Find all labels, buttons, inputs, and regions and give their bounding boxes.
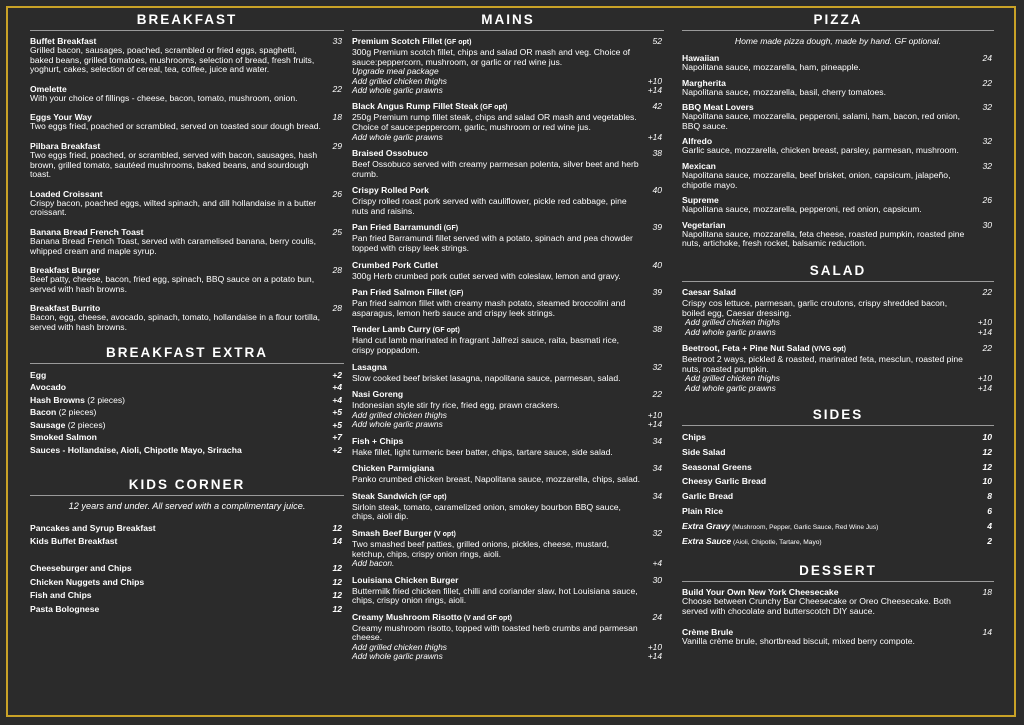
row-price: 12	[332, 563, 342, 574]
row-name: Pasta Bolognese	[30, 603, 100, 614]
pizza-title: PIZZA	[682, 12, 994, 31]
dessert-title: DESSERT	[682, 563, 994, 582]
menu-row	[30, 444, 344, 457]
item-description: Vanilla crème brule, shortbread biscuit, mixed berry compote.	[682, 635, 915, 646]
row-name: Seasonal Greens	[682, 461, 752, 472]
sides-list	[682, 431, 994, 549]
item-name-text: Banana Bread French Toast	[30, 226, 144, 237]
row-name: Extra Sauce	[682, 535, 732, 546]
menu-item	[352, 436, 664, 458]
menu-row	[30, 369, 344, 382]
addon-text: Add whole garlic prawns	[352, 85, 443, 95]
menu-row	[30, 406, 344, 419]
item-description: Napolitana sauce, mozzarella, basil, cherry tomatoes.	[682, 86, 886, 97]
row-name: Pancakes and Syrup Breakfast	[30, 522, 156, 533]
menu-item	[352, 324, 664, 355]
item-price: 34	[652, 490, 662, 501]
addon-price: +14	[647, 85, 662, 95]
item-price: 38	[652, 148, 662, 158]
addon-price: +10	[647, 641, 662, 652]
item-price: 26	[332, 188, 342, 199]
menu-row	[30, 522, 344, 535]
menu-item	[352, 185, 664, 216]
column-right	[682, 12, 994, 656]
row-name: Extra Gravy	[682, 520, 731, 531]
addon-price: +10	[647, 409, 662, 420]
row-price: 12	[982, 446, 992, 457]
row-name: Side Salad	[682, 446, 726, 457]
item-price: 39	[652, 222, 662, 233]
item-price: 28	[332, 265, 342, 276]
menu-row	[30, 562, 344, 575]
menu-row	[30, 535, 344, 548]
menu-item	[30, 189, 344, 218]
item-price: 38	[652, 324, 662, 335]
item-addon	[352, 85, 662, 95]
addon-text: Add whole garlic prawns	[685, 382, 776, 393]
item-name-text: Chicken Parmigiana	[352, 463, 435, 474]
menu-row	[682, 475, 994, 490]
item-description: Two eggs fried, poached or scrambled, served on toasted sour dough bread.	[30, 121, 321, 132]
addon-price: +4	[652, 558, 662, 569]
item-price: 25	[332, 226, 342, 237]
item-name-text: Lasagna	[352, 361, 387, 372]
item-description: Bacon, egg, cheese, avocado, spinach, tomato, hollandaise in a flour tortilla, served with hash browns.	[30, 312, 320, 332]
item-name-text: Braised Ossobuco	[352, 148, 428, 158]
menu-row	[682, 431, 994, 446]
menu-row	[30, 419, 344, 432]
item-description: Hand cut lamb marinated in fragrant Jalfrezi sauce, raita, basmati rice, crispy poppadom.	[352, 335, 620, 355]
item-price: 32	[982, 160, 992, 171]
addon-price: +10	[647, 75, 662, 86]
item-name-text: Breakfast Burrito	[30, 303, 101, 314]
item-price: 29	[332, 140, 342, 151]
addon-price: +14	[647, 651, 662, 662]
mains-list	[352, 36, 664, 662]
item-description: Sirloin steak, tomato, caramelized onion, smokey bourbon BBQ sauce, chips, aioli dip.	[352, 501, 621, 522]
addon-text: Add grilled chicken thighs	[685, 317, 780, 328]
row-price: 2	[987, 535, 992, 546]
addon-price: +10	[977, 373, 992, 384]
item-description: Creamy mushroom risotto, topped with toasted herb crumbs and parmesan cheese.	[352, 622, 638, 643]
item-note: (GF opt)	[478, 104, 508, 112]
menu-item	[352, 362, 664, 384]
item-name-text: Buffet Breakfast	[30, 36, 97, 46]
item-addon	[682, 326, 992, 337]
breakfast-title: BREAKFAST	[30, 12, 344, 31]
item-description: Two smashed beef patties, grilled onions, pickles, cheese, mustard, ketchup, chips, crispy onion rings, aioli.	[352, 538, 609, 559]
item-name-text: Omelette	[30, 83, 67, 94]
item-name-text: Smash Beef Burger	[352, 527, 432, 538]
breakfast-extra-list	[30, 369, 344, 457]
item-price: 18	[982, 587, 992, 598]
column-middle	[352, 12, 664, 668]
item-note: (V and GF opt)	[461, 614, 512, 622]
item-name	[352, 491, 642, 503]
item-name-text: Supreme	[682, 195, 719, 206]
row-price: +2	[332, 369, 342, 380]
menu-row	[682, 490, 994, 505]
item-price: 26	[982, 195, 992, 206]
addon-text: Add whole garlic prawns	[685, 326, 776, 337]
item-description: Napolitana sauce, mozzarella, ham, pineapple.	[682, 62, 861, 72]
row-price: +4	[332, 394, 342, 405]
item-name-text: BBQ Meat Lovers	[682, 102, 754, 113]
item-description: Beef patty, cheese, bacon, fried egg, spinach, BBQ sauce on a potato bun, served with hash browns.	[30, 274, 315, 294]
item-description: Two eggs fried, poached, or scrambled, served with bacon, sausages, hash brown, grilled tomato, sautéed mushrooms, baked beans, and sourdough toast.	[30, 149, 318, 180]
kids-intro: 12 years and under. All served with a complimentary juice.	[68, 500, 306, 511]
menu-item	[352, 101, 664, 142]
row-name: Cheeseburger and Chips	[30, 563, 132, 574]
item-description: Panko crumbed chicken breast, Napolitana sauce, mozzarella, chips, salad.	[352, 474, 641, 485]
item-name-text: Black Angus Rump Fillet Steak	[352, 101, 479, 112]
item-name-text: Premium Scotch Fillet	[352, 36, 443, 46]
addon-price: +10	[977, 317, 992, 328]
item-note: (V opt)	[431, 530, 456, 538]
item-name	[352, 612, 642, 624]
item-description: Crispy bacon, poached eggs, wilted spinach, and dill hollandaise in a butter croissant.	[30, 197, 317, 218]
addon-text: Add grilled chicken thighs	[352, 641, 447, 652]
item-price: 18	[332, 112, 342, 123]
row-price: +2	[332, 445, 342, 456]
item-price: 32	[652, 527, 662, 538]
row-price: 12	[332, 576, 342, 587]
item-description: Napolitana sauce, mozzarella, pepperoni, salami, ham, bacon, red onion, BBQ sauce.	[682, 111, 961, 131]
item-addon	[352, 419, 662, 430]
row-name: Sauces - Hollandaise, Aioli, Chipotle Mayo, Sriracha	[30, 445, 242, 456]
item-addon	[352, 131, 662, 142]
menu-item	[352, 575, 664, 606]
menu-item	[682, 136, 994, 156]
item-name-text: Alfredo	[682, 136, 713, 147]
row-price: 14	[332, 536, 342, 547]
item-name-text: Crumbed Pork Cutlet	[352, 259, 438, 270]
menu-item	[352, 222, 664, 253]
menu-row	[30, 394, 344, 407]
item-price: 42	[652, 101, 662, 112]
menu-item	[30, 227, 344, 256]
item-name-text: Crispy Rolled Pork	[352, 185, 429, 196]
menu-row	[30, 603, 344, 616]
item-name-text: Fish + Chips	[352, 435, 404, 446]
menu-item	[352, 287, 664, 318]
row-name: Cheesy Garlic Bread	[682, 476, 767, 487]
item-note: (GF)	[447, 290, 464, 298]
item-description: Crispy rolled roast pork served with cauliflower, pickle red cabbage, pine nuts and raisins.	[352, 196, 627, 216]
addon-price: +14	[647, 131, 662, 142]
row-price: 8	[987, 491, 992, 502]
menu-item	[352, 612, 664, 662]
item-price: 22	[332, 83, 342, 94]
item-description: Napolitana sauce, mozzarella, feta cheese, roasted pumpkin, roasted pine nuts, artichoke, fresh rocket, balsamic reduction.	[682, 228, 965, 249]
item-description: Beef Ossobuco served with creamy parmesan polenta, silver beet and herb crumb.	[352, 159, 639, 179]
addon-text: Add whole garlic prawns	[352, 419, 443, 430]
menu-item	[30, 36, 344, 75]
menu-item	[30, 112, 344, 132]
addon-text: Add grilled chicken thighs	[685, 373, 780, 384]
addon-price: +14	[977, 326, 992, 337]
menu-row	[682, 461, 994, 476]
row-price: +5	[332, 419, 342, 430]
item-price: 14	[982, 626, 992, 637]
item-price: 24	[652, 611, 662, 622]
menu-item	[682, 343, 994, 393]
item-name-text: Crème Brule	[682, 626, 734, 637]
item-description: Buttermilk fried chicken fillet, chilli and coriander slaw, hot Louisiana sauce, chips, crispy onion rings, aioli.	[352, 585, 638, 606]
row-price: 12	[332, 522, 342, 533]
column-left	[30, 12, 344, 616]
row-note: (2 pieces)	[84, 394, 126, 405]
row-price: 10	[982, 431, 992, 442]
item-description: Crispy cos lettuce, parmesan, garlic croutons, crispy shredded bacon, boiled egg, Caesar dressing.	[682, 297, 948, 318]
item-price: 39	[652, 287, 662, 298]
item-note: (V/VG opt)	[809, 345, 846, 353]
item-price: 40	[652, 259, 662, 270]
row-note: (Mushroom, Pepper, Garlic Sauce, Red Wine Jus)	[730, 523, 879, 531]
row-name: Smoked Salmon	[30, 432, 97, 443]
menu-item	[352, 260, 664, 282]
item-price: 28	[332, 303, 342, 314]
menu-item	[30, 84, 344, 104]
addon-text: Upgrade meal package	[352, 66, 439, 77]
menu-item	[352, 491, 664, 522]
breakfast-extra-title: BREAKFAST EXTRA	[30, 345, 344, 364]
pizza-intro: Home made pizza dough, made by hand. GF optional.	[734, 36, 942, 46]
addon-text: Add grilled chicken thighs	[352, 409, 447, 420]
addon-text: Add grilled chicken thighs	[352, 75, 447, 86]
item-description: Garlic sauce, mozzarella, chicken breast, parsley, parmesan, mushroom.	[682, 145, 959, 156]
addon-text: Add whole garlic prawns	[352, 131, 443, 142]
item-price: 40	[652, 185, 662, 196]
item-price: 33	[332, 36, 342, 46]
dessert-list	[682, 587, 994, 646]
item-name	[682, 627, 972, 637]
item-price: 32	[982, 136, 992, 147]
item-name	[352, 436, 642, 448]
item-description: 250g Premium rump fillet steak, chips and salad OR mash and vegetables. Choice of sauce:peppercorn, garlic, mushroom or red wine jus.	[352, 112, 637, 132]
addon-text: Add bacon.	[352, 558, 395, 569]
item-name-text: Creamy Mushroom Risotto	[352, 611, 462, 622]
item-description: Hake fillet, light turmeric beer batter, chips, tartare sauce, side salad.	[352, 446, 613, 457]
item-description: 300g Herb crumbed pork cutlet served with coleslaw, lemon and gravy.	[352, 270, 621, 281]
menu-item	[682, 287, 994, 337]
item-addon	[352, 558, 662, 569]
menu-item	[352, 463, 664, 485]
menu-row	[30, 576, 344, 589]
row-price: +5	[332, 407, 342, 418]
item-name-text: Steak Sandwich	[352, 490, 418, 501]
item-description: Banana Bread French Toast, served with caramelised banana, berry coulis, whipped cream and maple syrup.	[30, 235, 316, 256]
menu-item	[30, 141, 344, 180]
menu-item	[682, 587, 994, 616]
menu-item	[682, 53, 994, 73]
menu-item	[352, 389, 664, 429]
menu-row	[682, 505, 994, 520]
item-name	[352, 362, 642, 374]
row-price: 12	[332, 590, 342, 601]
row-price: +4	[332, 382, 342, 393]
menu-item	[352, 528, 664, 569]
row-name: Avocado	[30, 382, 66, 393]
salad-title: SALAD	[682, 263, 994, 282]
menu-row	[682, 520, 994, 535]
item-price: 30	[652, 574, 662, 585]
row-note: (Aioli, Chipotle, Tartare, Mayo)	[731, 538, 822, 546]
item-addon	[682, 382, 992, 393]
row-name: Fish and Chips	[30, 590, 92, 601]
item-name-text: Vegetarian	[682, 219, 726, 230]
item-price: 32	[982, 102, 992, 113]
item-price: 22	[982, 77, 992, 88]
row-name: Bacon	[30, 407, 57, 418]
item-name-text: Nasi Goreng	[352, 389, 404, 400]
item-note: (GF opt)	[417, 493, 447, 501]
item-price: 34	[652, 463, 662, 474]
item-price: 22	[652, 389, 662, 400]
item-name-text: Pan Fried Barramundi	[352, 222, 442, 233]
item-price: 32	[652, 361, 662, 372]
item-price: 22	[982, 286, 992, 297]
item-name-text: Mexican	[682, 160, 716, 171]
menu-row	[30, 431, 344, 444]
item-name-text: Caesar Salad	[682, 286, 736, 297]
item-description: Slow cooked beef brisket lasagna, napolitana sauce, parmesan, salad.	[352, 372, 621, 383]
menu-item	[30, 265, 344, 294]
salad-list	[682, 287, 994, 393]
item-price: 34	[652, 435, 662, 446]
item-price: 22	[982, 342, 992, 353]
item-description: 300g Premium scotch fillet, chips and salad OR mash and veg. Choice of sauce:peppercorn, mushroom, or garlic or red wine jus.	[352, 47, 631, 67]
row-price: 10	[982, 476, 992, 487]
item-description: Pan fried Barramundi fillet served with a potato, spinach and pea chowder topped with crispy leek strings.	[352, 233, 633, 253]
item-description: Napolitana sauce, mozzarella, beef brisket, onion, capsicum, jalapeño, chipotle mayo.	[682, 169, 951, 190]
item-description: With your choice of fillings - cheese, bacon, tomato, mushroom, onion.	[30, 92, 298, 103]
menu-item	[682, 220, 994, 249]
row-name: Hash Browns	[30, 394, 85, 405]
addon-text: Add whole garlic prawns	[352, 651, 443, 662]
row-name: Sausage	[30, 419, 66, 430]
item-name-text: Build Your Own New York Cheesecake	[682, 587, 839, 598]
menu-item	[352, 148, 664, 179]
item-price: 30	[982, 219, 992, 230]
menu-row	[682, 535, 994, 550]
item-description: Pan fried salmon fillet with creamy mash potato, steamed broccolini and asparagus, lemon herb sauce and crispy leek strings.	[352, 298, 626, 318]
row-name: Chicken Nuggets and Chips	[30, 576, 145, 587]
item-name-text: Hawaiian	[682, 53, 720, 63]
item-name-text: Margherita	[682, 77, 726, 88]
item-description: Grilled bacon, sausages, poached, scrambled or fried eggs, spaghetti, baked beans, grilled tomatoes, mushrooms, selection of bread, fresh fruits, yoghurt, cakes, selection of cereal, tea, coffee, juice and water.	[30, 45, 315, 75]
item-note: (GF)	[441, 225, 459, 233]
menu-item	[682, 627, 994, 647]
item-name-text: Eggs Your Way	[30, 112, 92, 123]
menu-item	[352, 36, 664, 95]
item-name-text: Beetroot, Feta + Pine Nut Salad	[682, 342, 810, 353]
menu-item	[682, 161, 994, 190]
menu-row	[682, 446, 994, 461]
breakfast-list	[30, 36, 344, 333]
menu-item	[682, 78, 994, 98]
row-price: +7	[332, 432, 342, 443]
item-name-text: Pan Fried Salmon Fillet	[352, 287, 448, 298]
kids-list	[30, 522, 344, 616]
item-description: Napolitana sauce, mozzarella, pepperoni, red onion, capsicum.	[682, 204, 922, 215]
row-price: 12	[982, 461, 992, 472]
pizza-list	[682, 53, 994, 249]
row-name: Garlic Bread	[682, 491, 734, 502]
row-note: (2 pieces)	[56, 407, 97, 418]
row-note: (2 pieces)	[65, 419, 106, 430]
menu-row	[30, 589, 344, 602]
item-note: (GF opt)	[442, 39, 472, 46]
item-name-text: Louisiana Chicken Burger	[352, 574, 459, 585]
sides-title: SIDES	[682, 407, 994, 426]
menu-row	[30, 381, 344, 394]
addon-price: +14	[647, 419, 662, 430]
row-name: Plain Rice	[682, 505, 724, 516]
menu-item	[682, 102, 994, 131]
menu-item	[30, 303, 344, 332]
row-price: 12	[332, 603, 342, 614]
item-name	[352, 260, 642, 272]
kids-title: KIDS CORNER	[30, 477, 344, 496]
menu-item	[682, 195, 994, 215]
item-description: Indonesian style stir fry rice, fried egg, prawn crackers.	[352, 400, 560, 411]
item-name-text: Tender Lamb Curry	[352, 324, 431, 335]
item-name-text: Loaded Croissant	[30, 188, 103, 199]
item-description: Choose between Crunchy Bar Cheesecake or Oreo Cheesecake. Both served with chocolate and butterscotch DIY sauce.	[682, 596, 951, 616]
mains-title: MAINS	[352, 12, 664, 31]
row-price: 6	[987, 505, 992, 516]
row-name: Egg	[30, 369, 47, 380]
row-name: Chips	[682, 431, 706, 442]
item-addon	[352, 651, 662, 662]
item-name	[352, 575, 642, 587]
item-name-text: Breakfast Burger	[30, 265, 100, 276]
item-price: 52	[652, 36, 662, 46]
addon-price: +14	[977, 382, 992, 393]
item-note: (GF opt)	[430, 327, 460, 335]
row-name: Kids Buffet Breakfast	[30, 536, 118, 547]
item-price: 24	[982, 53, 992, 63]
item-description: Beetroot 2 ways, pickled & roasted, marinated feta, mesclun, roasted pine nuts, roasted pumpkin.	[682, 353, 963, 374]
item-name-text: Pilbara Breakfast	[30, 140, 101, 151]
row-price: 4	[987, 520, 992, 531]
